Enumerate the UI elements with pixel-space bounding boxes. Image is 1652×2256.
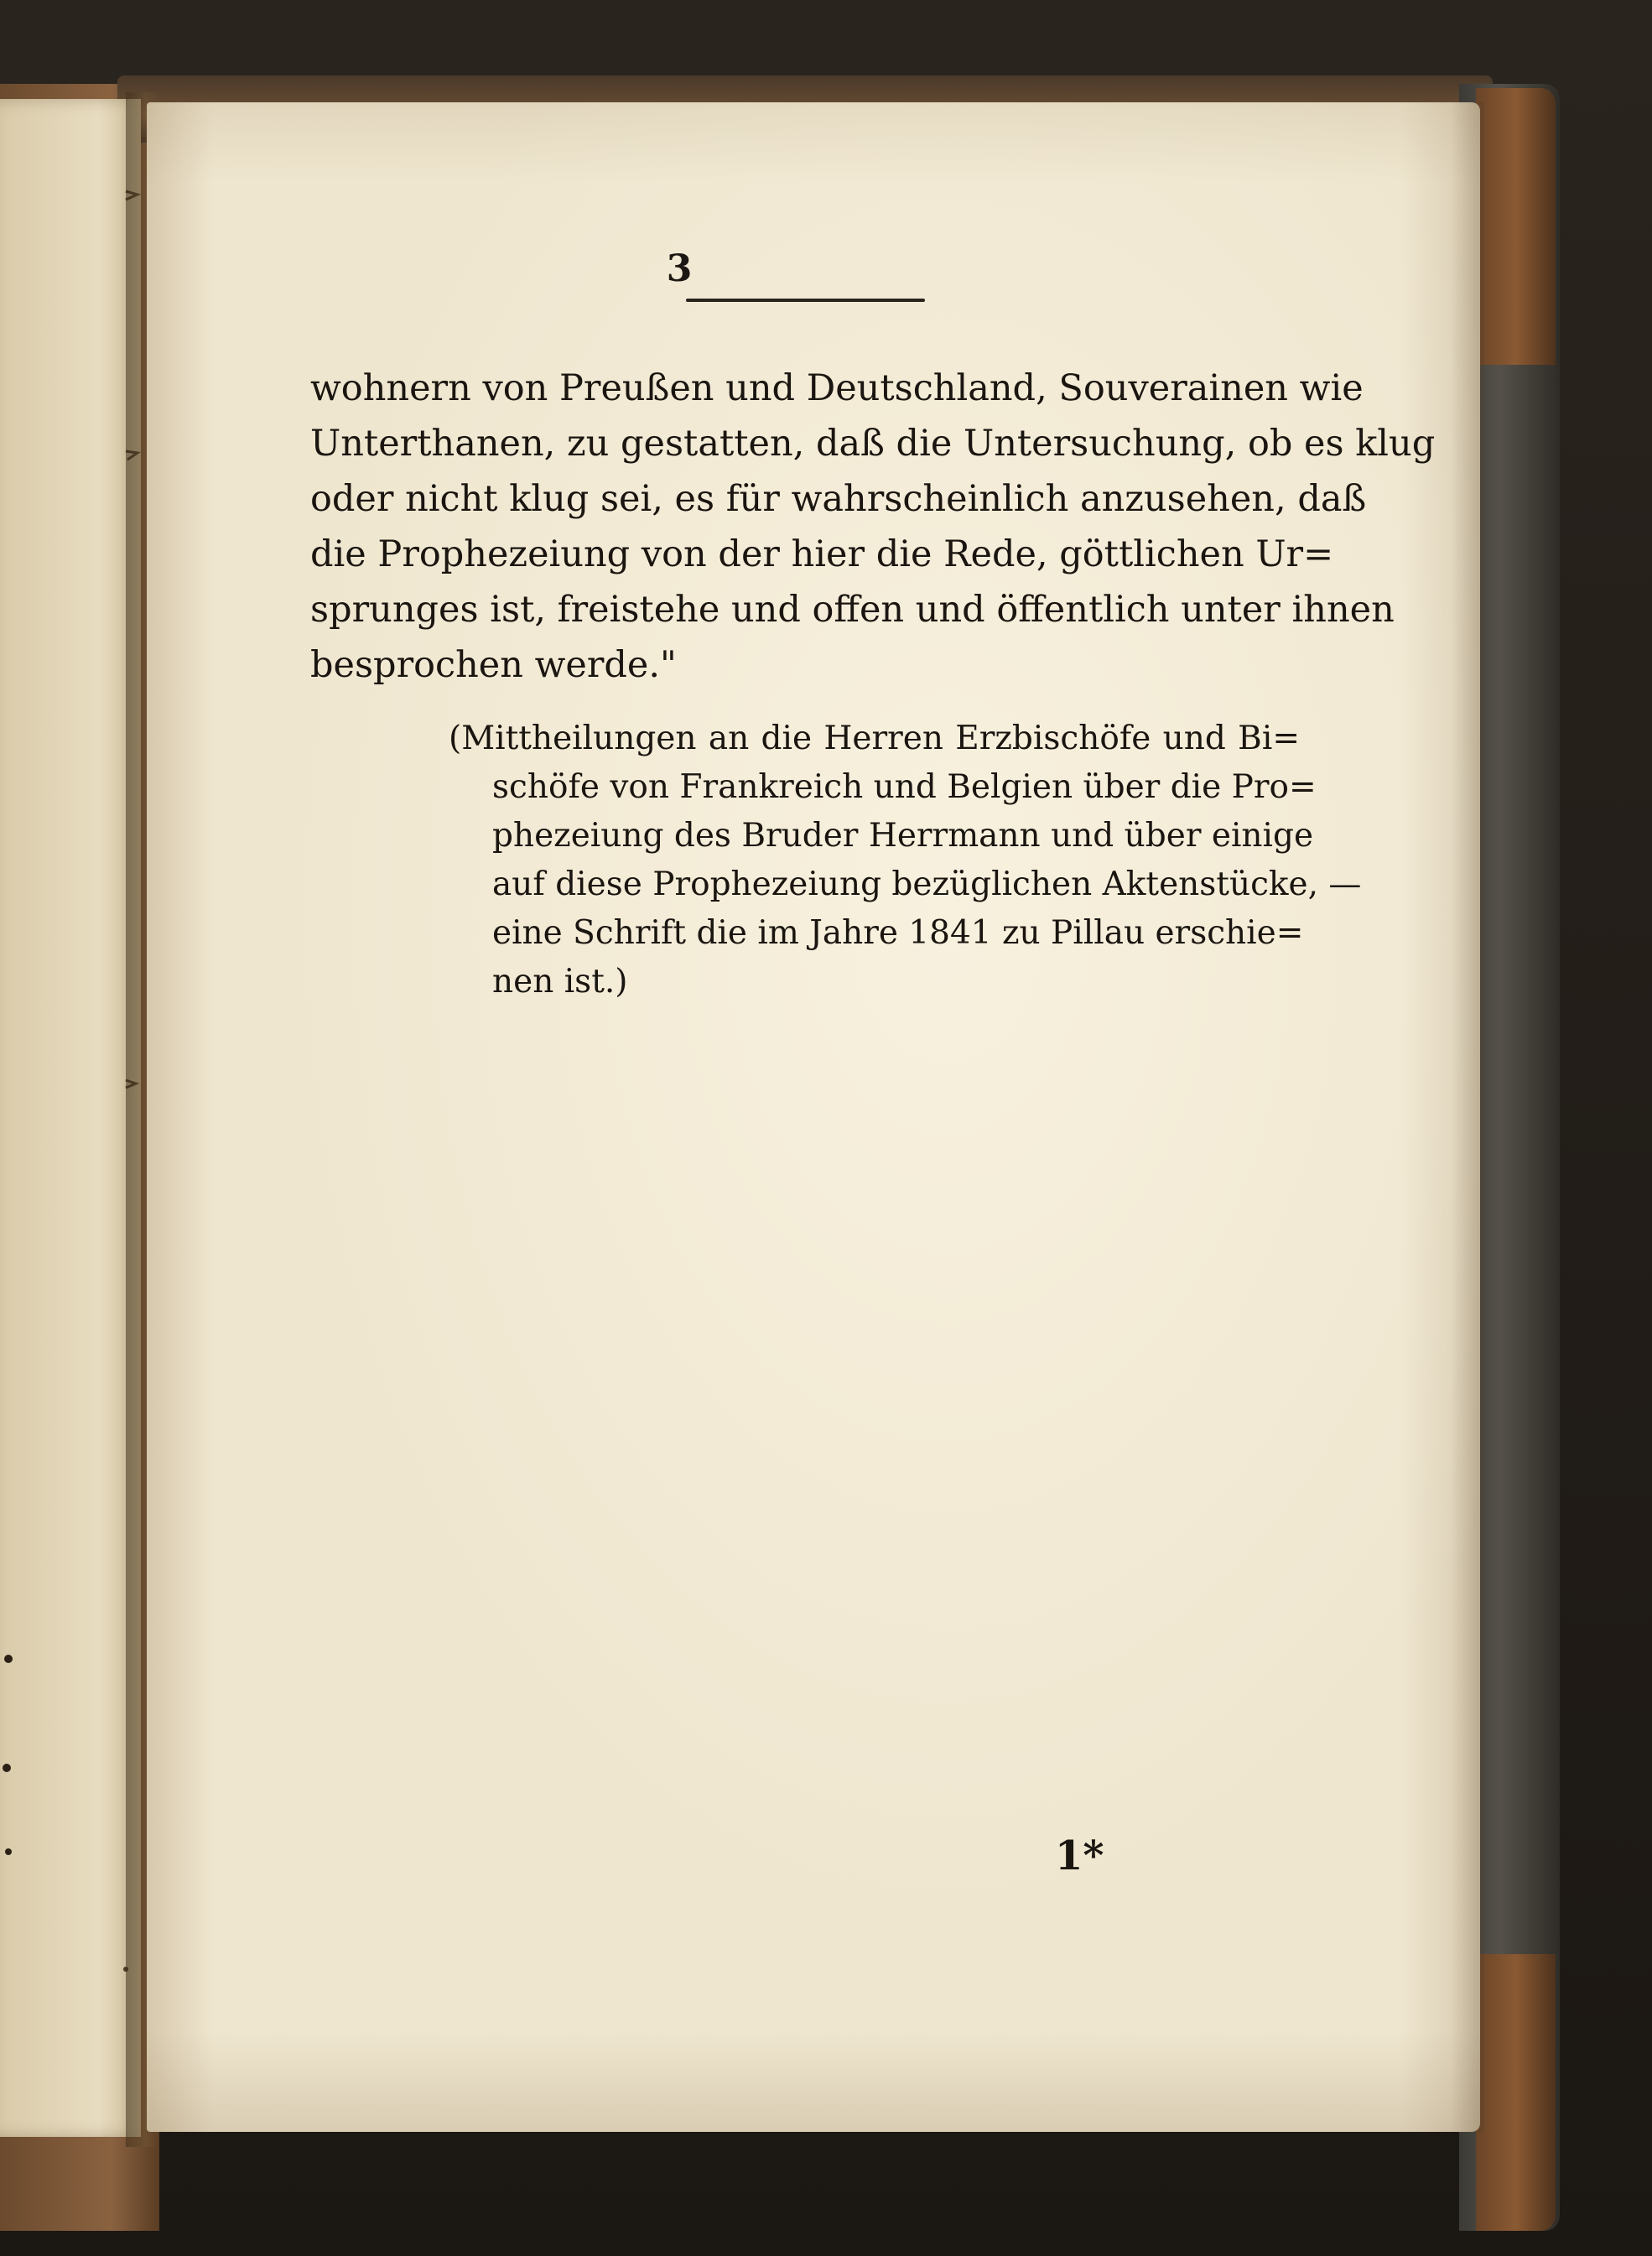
body-line: oder nicht klug sei, es für wahrscheinlich anzusehen, daß <box>310 478 1367 520</box>
header-rule <box>686 299 925 302</box>
signature-mark: 1* <box>1055 1832 1104 1879</box>
body-paragraph <box>310 361 1436 693</box>
body-line: wohnern von Preußen und Deutschland, Souverainen wie <box>310 367 1364 409</box>
citation-line: (Mittheilungen an die Herren Erzbischöfe und Bi= <box>449 720 1300 757</box>
leather-corner-top <box>1476 88 1556 365</box>
body-line: die Prophezeiung von der hier die Rede, göttlichen Ur= <box>310 533 1334 575</box>
citation-line: auf diese Prophezeiung bezüglichen Aktenstücke, — <box>492 865 1362 903</box>
citation-line: eine Schrift die im Jahre 1841 zu Pillau erschie= <box>492 914 1304 952</box>
body-line: besprochen werde." <box>310 644 677 686</box>
page-edge-shadow <box>1451 102 1484 2132</box>
page-number: 3 <box>666 247 693 290</box>
body-line: sprunges ist, freistehe und offen und öffentlich unter ihnen <box>310 589 1395 631</box>
citation-line: nen ist.) <box>492 963 628 1001</box>
leather-corner-bottom <box>1476 1954 1556 2231</box>
facing-page-edge <box>0 99 141 2137</box>
citation-line: phezeiung des Bruder Herrmann und über einige <box>492 817 1314 855</box>
citation-line: schöfe von Frankreich und Belgien über die Pro= <box>492 768 1317 806</box>
thread-marks <box>0 99 141 2137</box>
body-line: Unterthanen, zu gestatten, daß die Untersuchung, ob es klug <box>310 423 1436 465</box>
citation-block <box>449 715 1362 1006</box>
